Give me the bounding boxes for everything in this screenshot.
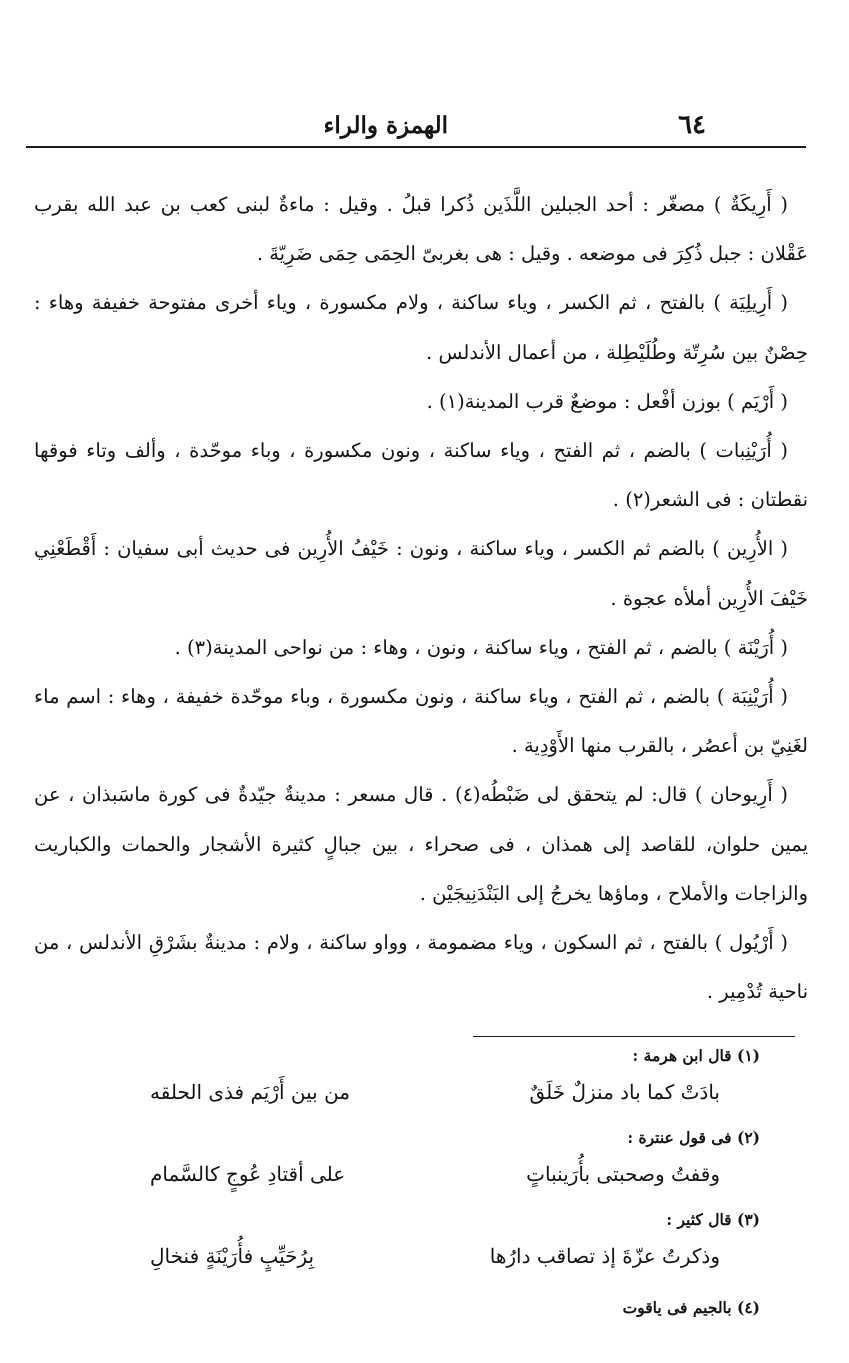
footnote-rule — [473, 1036, 795, 1037]
entry-uraynah: ( أُرَيْنَة ) بالضم ، ثم الفتح ، وياء ساكنة ، ونون ، وهاء : من نواحى المدينة(٣) . — [174, 635, 788, 659]
main-text — [34, 180, 808, 1016]
entry-uraynibat: ( أُرَيْنِبات ) بالضم ، ثم الفتح ، وياء ساكنة ، ونون مكسورة ، وباء موحّدة ، وألف وتاء فوقها نقطتان : فى الشعر(٢) . — [34, 439, 808, 512]
footnote-3-head: (٣) قال كثير : — [666, 1210, 760, 1229]
page-number: ٦٤ — [678, 110, 706, 140]
header-rule — [26, 146, 806, 148]
verse-second-hemistich: على أقتادِ عُوجٍ كالسَّمام — [150, 1162, 346, 1186]
entry-uraynibah: ( أُرَيْنِبَة ) بالضم ، ثم الفتح ، وياء ساكنة ، ونون مكسورة ، وباء موحّدة خفيفة ، وهاء : اسم ماء لغَنِيّ بن أعصُر ، بالقرب منها الأَوْدِية . — [34, 685, 808, 758]
verse-first-hemistich: وذكرتُ عزّةَ إذ تصاقب دارُها — [489, 1244, 720, 1268]
entry-ariyuhan: ( أَرِيوحان ) قال: لم يتحقق لى ضَبْطُه(٤) . قال مسعر : مدينةٌ جيّدةٌ فى كورة ماسَبذان ، عن يمين حلوان، للقاصد إلى همذان ، فى صحراء ، بين جبالٍ كثيرة الأشجار والحمات والكباريت والزاجات والأملاح ، وماؤها يخرجُ إلى البَنْدَنِيجَيْن . — [34, 783, 808, 905]
footnotes — [120, 1042, 760, 1322]
footnote-2-head: (٢) فى قول عنترة : — [627, 1128, 760, 1147]
entry-al-urin: ( الأُرِين ) بالضم ثم الكسر ، وياء ساكنة ، ونون : خَيْفُ الأُرِين فى حديث أبى سفيان : أَقْطَعْنِي خَيْفَ الأُرِين أملأه عجوة . — [34, 537, 808, 610]
verse-second-hemistich: من بين أَرْيَم فذى الحلقه — [150, 1080, 351, 1104]
entry-aryul: ( أَرْيُول ) بالفتح ، ثم السكون ، وياء مضمومة ، وواو ساكنة ، ولام : مدينةٌ بشَرْقِ الأندلس ، من ناحية تُدْمِير . — [34, 931, 808, 1004]
page-header — [26, 106, 806, 146]
verse-second-hemistich: بِرُحَيِّبٍ فأُرَيْنَةٍ فنخالِ — [150, 1244, 315, 1268]
entry-arika: ( أَرِيكَةٌ ) مصغّر : أحد الجبلين اللَّذَين ذُكرا قبلُ . وقيل : ماءةٌ لبنى كعب بن عبد الله بقرب عَقْلان : جبل ذُكِرَ فى موضعه . وقيل : هى بغربىّ الحِمَى حِمَى ضَرِيّةَ . — [34, 193, 808, 266]
entry-arilia: ( أَرِيلِيَة ) بالفتح ، ثم الكسر ، وياء ساكنة ، ولام مكسورة ، وياء أخرى مفتوحة خفيفة وهاء : حِصْنٌ بين سُرِتّة وطُلَيْطِلة ، من أعمال الأندلس . — [34, 291, 808, 364]
verse-first-hemistich: وقفتُ وصحبتى بأُرَينباتٍ — [526, 1162, 720, 1186]
footnote-3-verse — [120, 1234, 760, 1288]
footnote-1-head: (١) قال ابن هرمة : — [632, 1046, 760, 1065]
running-title: الهمزة والراء — [323, 112, 448, 139]
entry-aryam: ( أَرْيَم ) بوزن أفْعل : موضعٌ قرب المدينة(١) . — [426, 389, 788, 413]
footnote-2-verse — [120, 1152, 760, 1206]
verse-first-hemistich: بادَتْ كما باد منزلٌ خَلَقٌ — [529, 1080, 720, 1104]
footnote-4-head: (٤) بالجيم فى ياقوت — [622, 1298, 760, 1317]
footnote-1-verse — [120, 1070, 760, 1124]
